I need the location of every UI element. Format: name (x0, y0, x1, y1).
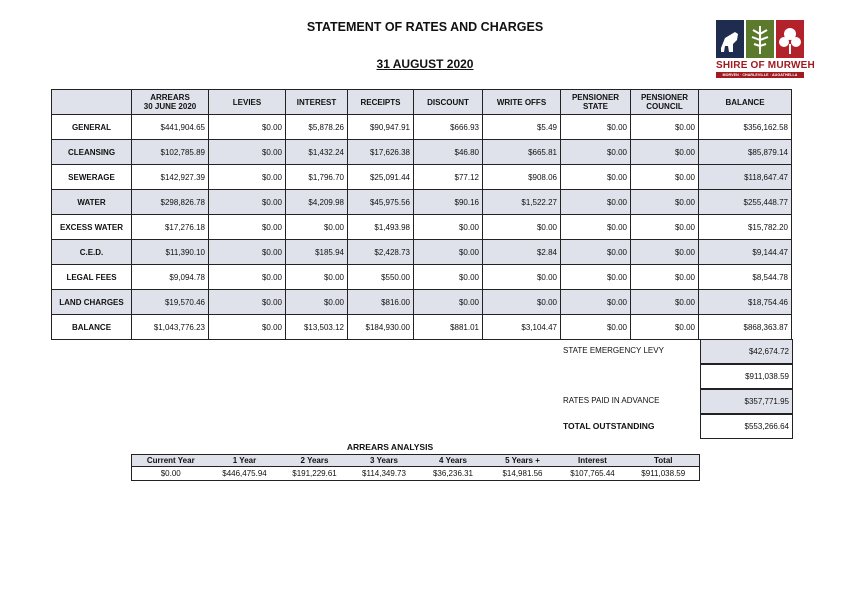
cell-discount: $881.01 (414, 315, 483, 340)
cell-discount: $46.80 (414, 140, 483, 165)
cell-writeoffs: $0.00 (483, 265, 561, 290)
state-emergency-levy-value: $42,674.72 (700, 339, 793, 364)
cell-writeoffs: $2.84 (483, 240, 561, 265)
cell-discount: $0.00 (414, 290, 483, 315)
cell-pensioner-council: $0.00 (631, 165, 699, 190)
cell-receipts: $25,091.44 (348, 165, 414, 190)
table-row (52, 140, 792, 165)
header-arrears: ARREARS 30 JUNE 2020 (132, 90, 209, 115)
logo-panel-flower-icon (776, 20, 804, 58)
cell-interest: $0.00 (286, 290, 348, 315)
table-header-row (52, 90, 792, 115)
cell-receipts: $550.00 (348, 265, 414, 290)
header-writeoffs: WRITE OFFS (483, 90, 561, 115)
cell-writeoffs: $1,522.27 (483, 190, 561, 215)
cell-arrears: $11,390.10 (132, 240, 209, 265)
cell-arrears: $19,570.46 (132, 290, 209, 315)
cell-levies: $0.00 (209, 165, 286, 190)
aa-value-2-years: $191,229.61 (292, 469, 337, 478)
cell-arrears: $298,826.78 (132, 190, 209, 215)
cell-pensioner-state: $0.00 (561, 315, 631, 340)
table-row (52, 190, 792, 215)
aa-header-5-years-plus: 5 Years + (488, 455, 558, 467)
cell-discount: $77.12 (414, 165, 483, 190)
header-levies: LEVIES (209, 90, 286, 115)
logo-towns: MORVEN · CHARLEVILLE · AUGATHELLA (716, 72, 804, 78)
cell-levies: $0.00 (209, 115, 286, 140)
cell-receipts: $17,626.38 (348, 140, 414, 165)
cell-interest: $13,503.12 (286, 315, 348, 340)
aa-value-current-year: $0.00 (160, 469, 181, 478)
table-row (52, 290, 792, 315)
rates-table (51, 89, 792, 340)
table-row (52, 265, 792, 290)
subtotal-value: $911,038.59 (700, 364, 793, 389)
aa-value-total: $911,038.59 (641, 469, 686, 478)
cell-receipts: $2,428.73 (348, 240, 414, 265)
cell-pensioner-state: $0.00 (561, 165, 631, 190)
cell-arrears: $441,904.65 (132, 115, 209, 140)
aa-header-interest: Interest (558, 455, 628, 467)
rates-paid-in-advance-value: $357,771.95 (700, 389, 793, 414)
table-total-row (52, 315, 792, 340)
aa-value-5-years-plus: $14,981.56 (502, 469, 543, 478)
cell-discount: $666.93 (414, 115, 483, 140)
cell-receipts: $90,947.91 (348, 115, 414, 140)
aa-header-total: Total (628, 455, 700, 467)
cell-arrears: $102,785.89 (132, 140, 209, 165)
shire-logo (716, 20, 815, 78)
cell-arrears: $17,276.18 (132, 215, 209, 240)
arrears-analysis-header-row (132, 455, 700, 467)
cell-discount: $0.00 (414, 265, 483, 290)
row-label: BALANCE (52, 315, 132, 340)
cell-balance: $18,754.46 (699, 290, 792, 315)
total-outstanding-label: TOTAL OUTSTANDING (563, 421, 655, 431)
aa-value-4-years: $36,236.31 (432, 469, 474, 478)
logo-name: SHIRE OF MURWEH (716, 60, 815, 71)
cell-discount: $0.00 (414, 240, 483, 265)
cell-pensioner-state: $0.00 (561, 115, 631, 140)
cell-pensioner-council: $0.00 (631, 140, 699, 165)
cell-balance: $255,448.77 (699, 190, 792, 215)
cell-balance: $8,544.78 (699, 265, 792, 290)
cell-levies: $0.00 (209, 290, 286, 315)
header-category (52, 90, 132, 115)
cell-pensioner-state: $0.00 (561, 240, 631, 265)
aa-header-3-years: 3 Years (350, 455, 419, 467)
cell-balance: $118,647.47 (699, 165, 792, 190)
state-emergency-levy-label: STATE EMERGENCY LEVY (563, 346, 664, 355)
table-row (52, 240, 792, 265)
cell-levies: $0.00 (209, 190, 286, 215)
cell-levies: $0.00 (209, 140, 286, 165)
aa-header-4-years: 4 Years (419, 455, 488, 467)
cell-pensioner-state: $0.00 (561, 215, 631, 240)
arrears-analysis-table (131, 454, 700, 481)
cell-balance: $85,879.14 (699, 140, 792, 165)
cell-balance: $868,363.87 (699, 315, 792, 340)
cell-balance: $356,162.58 (699, 115, 792, 140)
cell-balance: $9,144.47 (699, 240, 792, 265)
cell-pensioner-council: $0.00 (631, 215, 699, 240)
cell-interest: $185.94 (286, 240, 348, 265)
cell-arrears: $142,927.39 (132, 165, 209, 190)
statement-title: STATEMENT OF RATES AND CHARGES (306, 20, 544, 34)
table-row (52, 115, 792, 140)
cell-interest: $4,209.98 (286, 190, 348, 215)
cell-pensioner-state: $0.00 (561, 290, 631, 315)
aa-value-1-year: $446,475.94 (222, 469, 267, 478)
cell-pensioner-state: $0.00 (561, 190, 631, 215)
arrears-analysis-title: ARREARS ANALYSIS (346, 442, 434, 452)
row-label: EXCESS WATER (52, 215, 132, 240)
header-discount: DISCOUNT (414, 90, 483, 115)
logo-panel-plant-icon (746, 20, 774, 58)
cell-arrears: $9,094.78 (132, 265, 209, 290)
cell-discount: $90.16 (414, 190, 483, 215)
statement-date: 31 AUGUST 2020 (376, 57, 474, 71)
cell-balance: $15,782.20 (699, 215, 792, 240)
row-label: LEGAL FEES (52, 265, 132, 290)
cell-pensioner-council: $0.00 (631, 115, 699, 140)
row-label: GENERAL (52, 115, 132, 140)
cell-writeoffs: $665.81 (483, 140, 561, 165)
row-label: LAND CHARGES (52, 290, 132, 315)
header-interest: INTEREST (286, 90, 348, 115)
table-row (52, 215, 792, 240)
row-label: WATER (52, 190, 132, 215)
cell-pensioner-state: $0.00 (561, 265, 631, 290)
cell-receipts: $816.00 (348, 290, 414, 315)
cell-interest: $1,796.70 (286, 165, 348, 190)
cell-pensioner-council: $0.00 (631, 315, 699, 340)
cell-pensioner-council: $0.00 (631, 265, 699, 290)
cell-writeoffs: $0.00 (483, 290, 561, 315)
cell-receipts: $184,930.00 (348, 315, 414, 340)
aa-value-interest: $107,765.44 (570, 469, 615, 478)
cell-arrears: $1,043,776.23 (132, 315, 209, 340)
cell-writeoffs: $3,104.47 (483, 315, 561, 340)
header-pensioner-council: PENSIONER COUNCIL (631, 90, 699, 115)
cell-writeoffs: $0.00 (483, 215, 561, 240)
header-balance: BALANCE (699, 90, 792, 115)
logo-panel-animal-icon (716, 20, 744, 58)
cell-interest: $1,432.24 (286, 140, 348, 165)
row-label: C.E.D. (52, 240, 132, 265)
cell-pensioner-council: $0.00 (631, 190, 699, 215)
cell-pensioner-council: $0.00 (631, 290, 699, 315)
cell-interest: $0.00 (286, 215, 348, 240)
cell-levies: $0.00 (209, 240, 286, 265)
cell-writeoffs: $5.49 (483, 115, 561, 140)
aa-header-current-year: Current Year (132, 455, 210, 467)
cell-interest: $5,878.26 (286, 115, 348, 140)
logo-panels (716, 20, 804, 58)
header-receipts: RECEIPTS (348, 90, 414, 115)
cell-discount: $0.00 (414, 215, 483, 240)
row-label: SEWERAGE (52, 165, 132, 190)
cell-writeoffs: $908.06 (483, 165, 561, 190)
cell-interest: $0.00 (286, 265, 348, 290)
cell-receipts: $45,975.56 (348, 190, 414, 215)
row-label: CLEANSING (52, 140, 132, 165)
table-row (52, 165, 792, 190)
header-pensioner-state: PENSIONER STATE (561, 90, 631, 115)
rates-paid-in-advance-label: RATES PAID IN ADVANCE (563, 396, 660, 405)
arrears-analysis-value-row (132, 467, 700, 481)
cell-pensioner-council: $0.00 (631, 240, 699, 265)
aa-header-2-years: 2 Years (280, 455, 350, 467)
cell-levies: $0.00 (209, 215, 286, 240)
cell-receipts: $1,493.98 (348, 215, 414, 240)
cell-levies: $0.00 (209, 315, 286, 340)
cell-levies: $0.00 (209, 265, 286, 290)
cell-pensioner-state: $0.00 (561, 140, 631, 165)
aa-header-1-year: 1 Year (210, 455, 280, 467)
aa-value-3-years: $114,349.73 (362, 469, 406, 478)
total-outstanding-value: $553,266.64 (700, 414, 793, 439)
